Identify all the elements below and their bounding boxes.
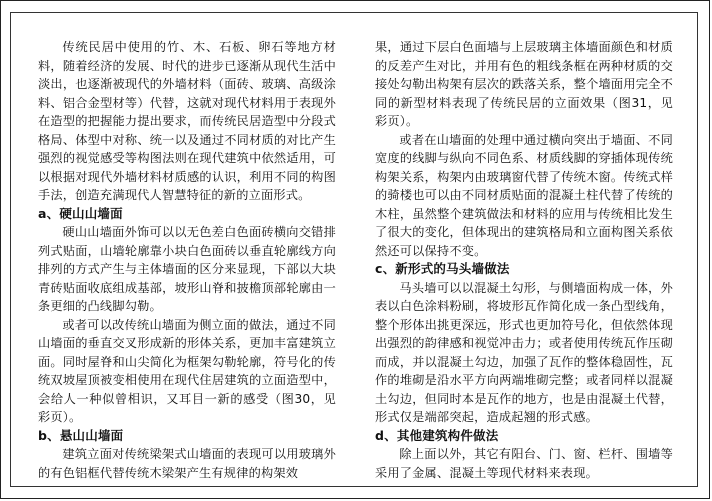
paragraph-a1: 硬山山墙面外饰可以以无色差白色面砖横向交错排列式贴面，山墙轮廓靠小块白色面砖以垂直轮廓线方向排列的方式产生与主体墙面的区分来显现，下部以大块青砖贴面收底组成基部，坡形山脊和披檐顶部轮廓由一条更细的凸线脚勾勒。	[38, 225, 336, 313]
paragraph-b1-continued: 果，通过下层白色面墙与上层玻璃主体墙面颜色和材质的反差产生对比，并用有色的粗线条框在两种材质的交接处勾勒出构架有层次的跌落关系，整个墙面用完全不同的新型材料表现了传统民居的立面效果（图31，见彩页）。	[375, 40, 673, 128]
paragraph-b2: 或者在山墙面的处理中通过横向突出于墙面、不同宽度的线脚与纵向不同色系、材质线脚的穿插体现传统构架关系，构架内由玻璃窗代替了传统木窗。传统式样的骑楼也可以由不同材质贴面的混凝土柱代替了传统的木柱，虽然整个建筑做法和材料的应用与传统相比发生了很大的变化，但体现出的建筑格局和立面构图关系依然还可以保持不变。	[375, 132, 673, 258]
paragraph-a2: 或者可以改传统山墙面为侧立面的做法，通过不同山墙面的垂直交叉形成新的形体关系，更加丰富建筑立面。同时屋脊和山尖简化为框架勾勒轮廓，符号化的传统双坡屋顶被变相使用在现代住居建筑的立面造型中，会给人一种似曾相识，又耳目一新的感受（图30，见彩页）。	[38, 317, 336, 424]
heading-d: d、其他建筑构件做法	[375, 427, 499, 443]
paragraph-b1: 建筑立面对传统梁架式山墙面的表现可以用玻璃外的有色铝框代替传统木梁架产生有规律的构架效	[38, 447, 336, 480]
left-column	[38, 38, 336, 482]
paragraph-d1: 除上面以外，其它有阳台、门、窗、栏杆、围墙等采用了金属、混凝土等现代材料来表现。	[375, 447, 673, 480]
paragraph-c1: 马头墙可以以混凝土勾形，与侧墙面构成一体，外表以白色涂料粉刷，将坡形瓦作简化成一条凸型线角，整个形体出挑更深远，形式也更加符号化，但依然体现出强烈的韵律感和视觉冲击力；或者使用传统瓦作压砌而成，并以混凝土勾边，加强了瓦作的整体稳固性，瓦作的堆砌是沿水平方向两端堆砌完整；或者同样以混凝土勾边，但同时本是瓦作的地方，也是由混凝土代替，形式仅是端部突起，造成起翘的形式感。	[375, 280, 673, 424]
right-column	[375, 38, 673, 482]
intro-paragraph: 传统民居中使用的竹、木、石板、卵石等地方材料，随着经济的发展、时代的进步已逐渐从现代生活中淡出，也逐渐被现代的外墙材料（面砖、玻璃、高级涂料、铝合金型材等）代替，这就对现代材料用于表现外在造型的把握能力提出要求，而传统民居造型中分段式格局、体型中对称、统一以及通过不同材质的对比产生强烈的视觉感受等构图法则在现代建筑中依然适用，可以根据对现代外墙材料材质感的认识，利用不同的构图手法，创造充满现代人智慧特征的新的立面形式。	[38, 40, 336, 202]
heading-b: b、悬山山墙面	[38, 427, 124, 443]
heading-c: c、新形式的马头墙做法	[375, 261, 510, 276]
heading-a: a、硬山山墙面	[38, 205, 123, 221]
